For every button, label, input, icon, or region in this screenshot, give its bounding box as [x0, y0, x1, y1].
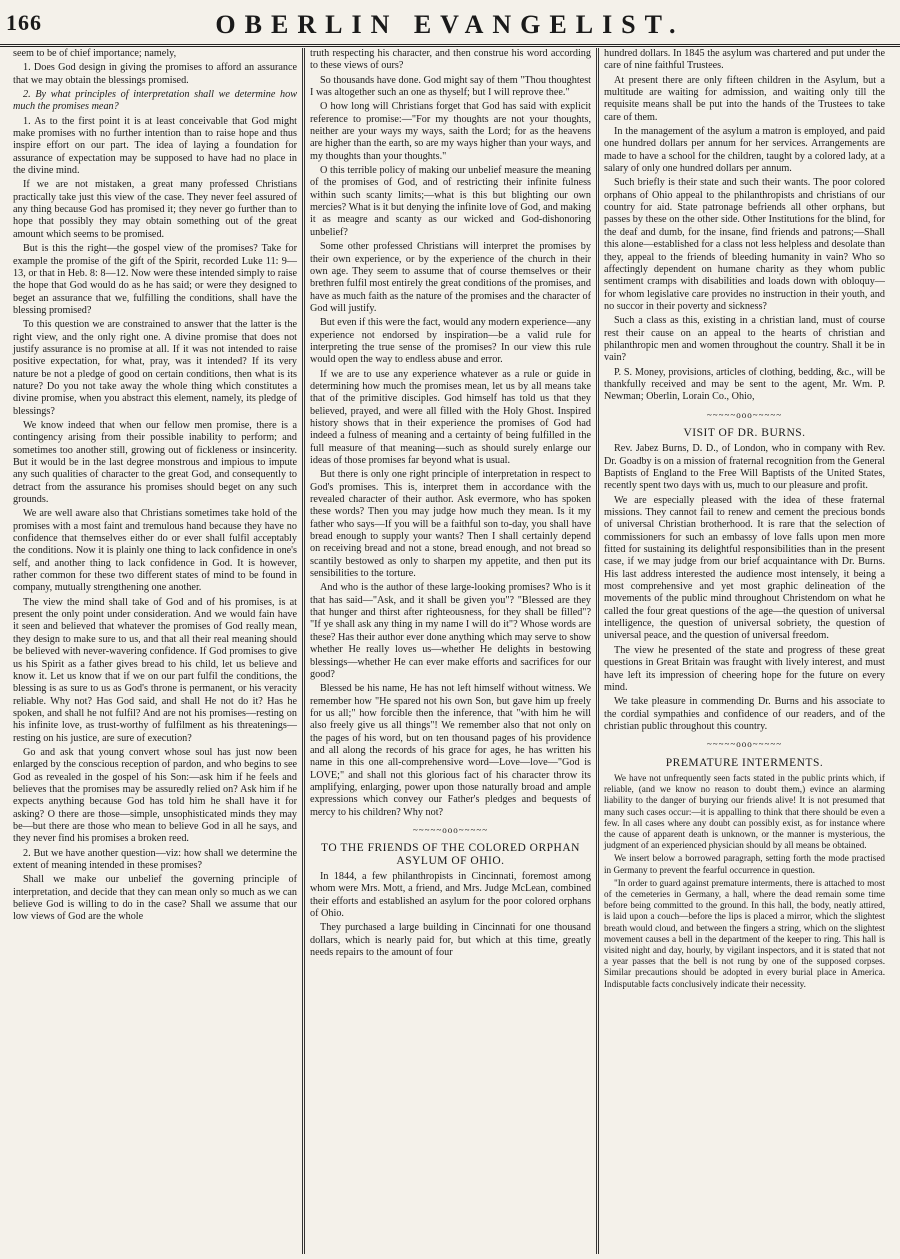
paragraph: 1. Does God design in giving the promises to afford an assurance that we may obtain the blessings promised.: [13, 62, 297, 86]
paragraph: And who is the author of these large-looking promises? Who is it that has said—"Ask, and it shall be given you"? "Blessed are they that hunger and thirst after righteousness, for they shall be filled"? "If ye shall ask any thing in my name I will do it"? Whose words are these? Has their author ever done anything which may serve to show whether He really loves us—whether He delights in bestowing blessings—whether He can ever make efforts and sacrifices for our good?: [310, 582, 591, 680]
paragraph: O this terrible policy of making our unbelief measure the meaning of the promises of God, and of restricting their infinite fulness within such scanty limits;—what is this but blighting our own mercies? What is it but denying the infinite love of God, and making it as meagre and scanty as our wicked and God-dishonoring unbelief?: [310, 165, 591, 238]
paragraph: hundred dollars. In 1845 the asylum was chartered and put under the care of nine faithful Trustees.: [604, 48, 885, 72]
paragraph: But there is only one right principle of interpretation in respect to God's promises. This is, interpret them in accordance with the revealed character of their author. Ask evermore, who has spoken these words? Then you may judge how much they mean. Is it my father who says—If you will be a faithful son to-day, you shall have bread enough to supply your wants? Then I shall certainly depend on receiving bread and not a stone, bread enough, and not bread so scantily bestowed as only to sharpen my appetite, and then put its sensibilities to the torture.: [310, 469, 591, 580]
paragraph: seem to be of chief importance; namely,: [13, 48, 177, 59]
paragraph: Go and ask that young convert whose soul has just now been enlarged by the conscious reception of pardon, and who begins to see God as revealed in the gospel of his Son:—ask him if he feels and believes that the promises may be assuredly relied on? Ask him if he expects anything because God has told him he shall have it for asking? O there are those—simple, unsophisticated minds they may be—but there are those who mean to believe God in all he says, and they never find his promises a broken reed.: [13, 746, 297, 845]
small-print-section: [604, 773, 885, 990]
paragraph: We have not unfrequently seen facts stated in the public prints which, if reliable, (and we know no reason to doubt them,) evince an alarming liability to the danger of burying our friends alive! It is not presumed that many such cases occur:—it is appalling to think that there should be even a few. In all cases where any doubt can possibly exist, as for instance where the cause of apparent death is unknown, or the manner is mysterious, the judgment of an experienced physician should by all means be obtained.: [604, 772, 885, 851]
ornament-divider: ~~~~~ooo~~~~~: [706, 739, 783, 750]
paragraph: truth respecting his character, and then construe his word according to these views of ours?: [310, 48, 591, 72]
paragraph: Rev. Jabez Burns, D. D., of London, who in company with Rev. Dr. Goadby is on a mission of fraternal recognition from the General Baptists of England to the Free Will Baptists of the United States, recently spent two days with us, much to our pleasure and profit.: [604, 443, 885, 492]
paragraph: They purchased a large building in Cincinnati for one thousand dollars, which is nearly paid for, but which at this time, greatly needs repairs to the amount of four: [310, 922, 591, 959]
paragraph: In 1844, a few philanthropists in Cincinnati, foremost among whom were Mrs. Mott, a friend, and Mrs. Judge McLean, combined their efforts and established an asylum for the poor colored orphans of Ohio.: [310, 871, 591, 920]
paragraph: But is this the right—the gospel view of the promises? Take for example the promise of the gift of the Spirit, recorded Luke 11: 9—13, or that in Heb. 8: 8—12. Now were these intended simply to raise the hope that God would do as he has said; or were they designed to beget an assurance that we, fulfilling the conditions, shall have the blessing promised?: [13, 243, 297, 316]
column-3: [596, 48, 890, 1254]
paragraph: If we are to use any experience whatever as a rule or guide in determining how much the promises mean, let us by all means take that of the primitive disciples. God himself has told us that they believed, prayed, and were all filled with the Holy Ghost. Inspired history shows that in their experience the promises of God had indeed a fulness of meaning and a certainty of being fulfilled in the full measure of that meaning—such as should surely enlarge our ideas of those promises far beyond what is usual.: [310, 368, 591, 466]
paragraph: But even if this were the fact, would any modern experience—any experience not endorsed by inspiration—be a valid rule for interpreting the true sense of the promises? In our view this rule would open the way to endless abuse and error.: [310, 317, 591, 366]
paragraph: We are well aware also that Christians sometimes take hold of the promises with a most faint and tremulous hand because they have no confidence that themselves either do or ever shall fulfil acceptably the conditions. Now it is plainly one thing to lack confidence in one's self, and another thing to lack confidence in God. It is however, rather common for these two different states of mind to be found in company, mutually strengthening one another.: [13, 508, 297, 594]
paragraph: O how long will Christians forget that God has said with explicit reference to promise:—"For my thoughts are not your thoughts, neither are your ways my ways, saith the Lord; for as the heavens are higher than the earth, so are my ways higher than your ways, and my thoughts than your thoughts.": [310, 101, 591, 162]
section-heading-dr-burns: VISIT OF DR. BURNS.: [683, 426, 806, 439]
paragraph: P. S. Money, provisions, articles of clothing, bedding, &c., will be thankfully received and may be sent to the agent, Mr. Wm. P. Newman; Oberlin, Lorain Co., Ohio,: [604, 366, 885, 403]
section-heading-premature-interments: PREMATURE INTERMENTS.: [665, 756, 824, 769]
paragraph: "In order to guard against premature interments, there is attached to most of the cemeteries in Germany, a hall, where the dead remain some time before being committed to the ground. In this hall, the body, neatly attired, is laid upon a couch—before the lips is placed a mirror, which the slightest breath would cloud, and between the fingers a string, which on the slightest movement causes a bell in the department of the keeper to ring. This hall is visited night and day, hourly, by vigilant inspectors, and it is stated that not a year passes that the bell is not rung by one of the supposed corpses. Similar precautions should be adopted in every burial place in America. Indisputable facts conclusively indicate their necessity.: [604, 877, 885, 989]
paragraph: 2. By what principles of interpretation shall we determine how much the promises mean?: [13, 89, 297, 113]
paragraph: Such briefly is their state and such their wants. The poor colored orphans of Ohio appeal to the philanthropists and christians of our country for aid. State patronage befriends all other orphans, but passes by these on the other side. Other Institutions for the blind, for the deaf and dumb, for the insane, find friends and patrons;—Shall this alone—established for a class not less helpless and desolate than they, appeal to the friends of bleeding humanity in vain? Who so affectingly dependent on humane charity as they whom public sentiment cramps with disabilities and loads down with obloquy—for whom legislative care provides no instruction in their youth, and no succor in their poverty and sickness?: [604, 177, 885, 312]
paragraph: We are especially pleased with the idea of these fraternal missions. They cannot fail to renew and cement the precious bonds of universal Christian brotherhood. It is rare that the selection of commissioners for such an embassy of love falls upon men more fitted for sustaining its delightful responsibilities than in the present case, if we may judge from our brief acquaintance with Dr. Burns. His last address interested the audience most intensely, it being a most comprehensive and yet most graphic delineation of the movements of the public mind throughout Christendom on what he called the four great questions of the age—the question of universal intelligence, the question of universal sobriety, the question of universal peace, and the question of universal freedom.: [604, 494, 885, 642]
paragraph: Shall we make our unbelief the governing principle of interpretation, and decide that they can mean only so much as we can believe God is willing to do in the case? Shall we assume that our low views of God are the whole: [13, 874, 297, 923]
newspaper-title: OBERLIN EVANGELIST.: [215, 10, 685, 39]
paragraph: So thousands have done. God might say of them "Thou thoughtest I was altogether such an one as thyself; but I will reprove thee.": [310, 74, 591, 99]
paragraph: Such a class as this, existing in a christian land, must of course rest their cause on an appeal to the hearts of christian and philanthropic men and women throughout the country. Shall it be in vain?: [604, 315, 885, 364]
columns: [8, 48, 892, 1254]
column-1: [8, 48, 302, 1254]
paragraph: In the management of the asylum a matron is employed, and paid one hundred dollars per annum for her services. Arrangements are made to have a school for the children, taught by a colored lady, at a salary of only one hundred dollars per annum.: [604, 126, 885, 175]
paragraph: Some other professed Christians will interpret the promises by their own experience, or by the experience of the church in their own age. They seem to assume that of course themselves or their brethren fulfil most entirely the great conditions of the promises, and have as much faith as the nature of the promises and the character of God will justify.: [310, 241, 591, 314]
ornament-divider: ~~~~~ooo~~~~~: [412, 824, 489, 835]
column-2: [302, 48, 596, 1254]
paragraph: Blessed be his name, He has not left himself without witness. We remember how "He spared not his own Son, but gave him up freely for us all;" how forcible then the inference, that "with him he will also freely give us all things"! We remember also that not only on the pages of his word, but on ten thousand pages of his providence and all along the records of his grace for ages, he has written his name in this one all-comprehensive word—Love—love—"God is LOVE;" and shall not this glorious fact of his character throw its amplifying, enlarging, power upon those naturally broad and ample expressions which convey our Father's pledges and bequests of mercy to his children? Why not?: [310, 683, 591, 818]
section-heading-orphan-asylum: TO THE FRIENDS OF THE COLORED ORPHAN ASYLUM OF OHIO.: [321, 842, 580, 867]
paragraph: We take pleasure in commending Dr. Burns and his associate to the cordial sympathies and confidence of our readers, and of the christian public throughout this country.: [604, 696, 885, 732]
paragraph: At present there are only fifteen children in the Asylum, but a multitude are waiting for admission, and waiting only till the requisite means shall be put into the hands of the Trustees to take care of them.: [604, 74, 885, 123]
paragraph: 2. But we have another question—viz: how shall we determine the extent of meaning intended in these promises?: [13, 847, 297, 871]
paragraph: The view the mind shall take of God and of his promises, is at present the only point under consideration. And we would fain have it seen and believed that whatever the promises of God really mean, they design to make sure to us, and that all their real meaning should be believed with never-wavering confidence. If God promises to give us his Spirit as a father gives bread to his child, let us believe and know it. Let us know that if we on our part fulfil the conditions, the blessing is as sure to us as God's throne is permanent, or his veracity reliable. Why not? Has God said, and shall He not do it? Has he spoken, and shall he not fulfil? And are not his promises—resting on his infinite love, as trust-worthy of fulfilment as his threatenings—resting on his justice, are sure of execution?: [13, 596, 297, 744]
paragraph: If we are not mistaken, a great many professed Christians practically take just this view of the case. They never feel assured of any thing because God has promised it; they never go further than to hope that possibly they may obtain something out of the great amount which seems to be promised.: [13, 179, 297, 240]
paragraph: We insert below a borrowed paragraph, setting forth the mode practised in Germany to prevent the fearful occurrence in question.: [604, 853, 885, 875]
paragraph: To this question we are constrained to answer that the latter is the right view, and the only right one. A divine promise that does not justify assurance is no promise at all. If it was not intended to raise positive expectation, for what, pray, was it intended? If its very nature be not a pledge of good on certain conditions, then what is its nature? Do you not take away the whole thing which constitutes a divine promise, when you abstract this element, namely, its pledge of blessings?: [13, 319, 297, 417]
paragraph: 1. As to the first point it is at least conceivable that God might make promises with no further intention than to raise hope and thus inspire effort on our part. The idea of laying a foundation for assurance of expectation may be supposed to have had no place in the divine mind.: [13, 115, 297, 177]
masthead: [0, 4, 900, 47]
paragraph: The view he presented of the state and progress of these great questions in Great Britain was fraught with lively interest, and must have left its impression of cheering hope for the future on every mind.: [604, 644, 885, 693]
ornament-divider: ~~~~~ooo~~~~~: [706, 409, 783, 420]
page-number: 166: [6, 10, 42, 35]
paragraph: We know indeed that when our fellow men promise, there is a contingency arising from their possible inability to perform; and sometimes too another still, growing out of fickleness or insincerity. But it would be in the last degree monstrous and impious to impute any such qualities of character to the great God, and consequently to detract from the assurance his promises should beget on any such grounds.: [13, 419, 297, 506]
